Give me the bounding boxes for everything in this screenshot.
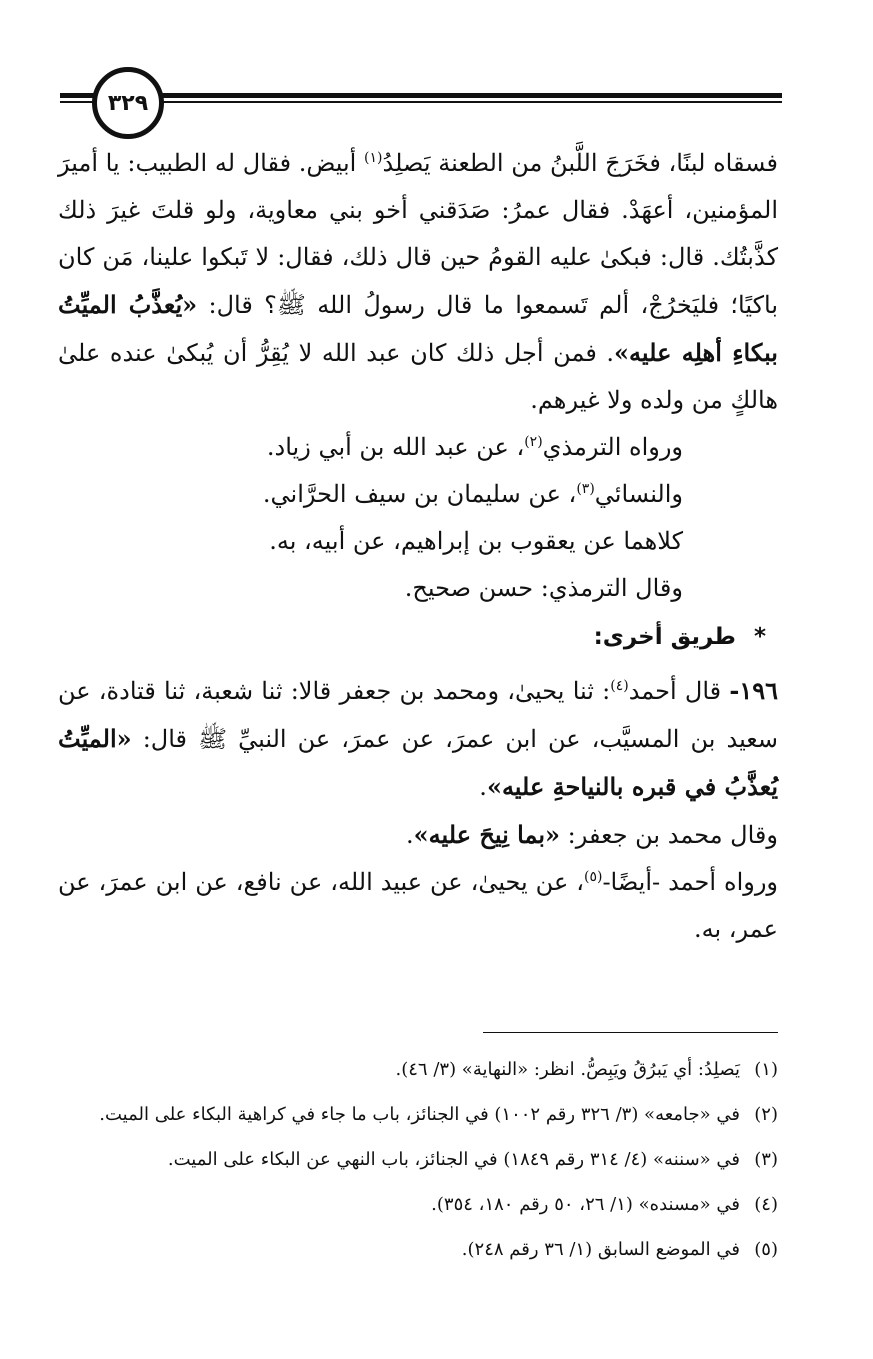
page-number: ٣٢٩	[107, 90, 149, 116]
footnote-ref: (٥)	[583, 869, 603, 885]
text-run: ورواه الترمذي	[542, 433, 683, 461]
text-run: .	[406, 821, 414, 849]
text-run: فسقاه لبنًا، فخَرَجَ اللَّبنُ من الطعنة يَصلِدُ	[382, 149, 778, 177]
footnote	[58, 1137, 778, 1182]
footnote-number: (٣)	[754, 1149, 778, 1170]
hadith-quote: «بما نِيحَ عليه»	[413, 820, 561, 849]
line-ahmad	[58, 859, 778, 953]
footnote	[58, 1182, 778, 1227]
line-nasai	[58, 471, 683, 518]
section-heading	[58, 614, 778, 661]
text-run: وقال محمد بن جعفر:	[560, 821, 778, 849]
star-icon: *	[753, 624, 766, 650]
text-run: . فمن أجل ذلك كان عبد الله لا يُقِرُّ أن يُبكىٰ عنده علىٰ هالكٍ من ولده ولا غيرهم.	[58, 339, 778, 414]
footnote	[58, 1092, 778, 1137]
footnotes	[58, 1047, 778, 1272]
text-run: .	[479, 773, 487, 801]
line-both: كلاهما عن يعقوب بن إبراهيم، عن أبيه، به.	[269, 527, 683, 555]
line-muhammad	[58, 811, 778, 859]
text-run: : ثنا يحيىٰ، ومحمد بن جعفر قالا: ثنا شعبة، ثنا قتادة، عن سعيد بن المسيَّب، عن ابن عمرَ، عن عمرَ، عن النبيِّ ﷺ قال:	[58, 677, 778, 753]
hadith-quote: «يُعذَّبُ الميِّتُ ببكاءِ أهلِه عليه»	[58, 290, 778, 367]
line-tirmidhi-grade: وقال الترمذي: حسن صحيح.	[404, 574, 683, 602]
paragraph-narration	[58, 140, 778, 424]
footnote-ref: (٣)	[576, 481, 595, 497]
header-rule-thin	[60, 101, 782, 103]
hadith-number: ١٩٦-	[729, 676, 778, 705]
main-text	[58, 140, 778, 953]
text-run: قال أحمد	[628, 677, 730, 705]
footnote-text: في «سننه» (٤/ ٣١٤ رقم ١٨٤٩) في الجنائز، باب النهي عن البكاء على الميت.	[167, 1149, 740, 1170]
footnote-text: يَصلِدُ: أي يَبرُقُ ويَبِصُّ. انظر: «النهاية» (٣/ ٤٦).	[395, 1059, 740, 1080]
header-rule	[60, 93, 782, 98]
footnote-text: في «جامعه» (٣/ ٣٢٦ رقم ١٠٠٢) في الجنائز، باب ما جاء في كراهية البكاء على الميت.	[99, 1104, 740, 1125]
text-run: ورواه أحمد -أيضًا-	[602, 868, 779, 896]
text-run: ، عن سليمان بن سيف الحرَّاني.	[262, 480, 577, 508]
hadith-quote: «الميِّتُ يُعذَّبُ في قبره بالنياحةِ عليه»	[58, 724, 778, 801]
footnote-ref: (٢)	[524, 434, 543, 450]
footnote-number: (٢)	[754, 1104, 778, 1125]
narrators-block	[58, 424, 778, 612]
footnote-ref: (٤)	[610, 678, 629, 694]
footnote-number: (٤)	[754, 1194, 778, 1215]
text-run: أبيض. فقال له الطبيب: يا أميرَ المؤمنين، أعهَدْ. فقال عمرُ: صَدَقني أخو بني معاوية، ولو قلتَ غيرَ ذلك كذَّبتُك. قال: فبكىٰ عليه القومُ حين قال ذلك، فقال: لا تَبكوا علينا، مَن كان باكيًا؛ فليَخرُجْ، ألم تَسمعوا ما قال رسولُ الله ﷺ؟ قال:	[58, 149, 779, 319]
footnote-number: (١)	[754, 1059, 778, 1080]
heading-text: طريق أخرى:	[593, 624, 736, 650]
hadith-196	[58, 667, 778, 811]
text-run: ، عن عبد الله بن أبي زياد.	[266, 433, 525, 461]
page-number-badge	[92, 67, 164, 139]
footnote-ref: (١)	[364, 150, 383, 166]
text-run: والنسائي	[594, 480, 683, 508]
text-run: ، عن يحيىٰ، عن عبيد الله، عن نافع، عن ابن عمرَ، عن عمر، به.	[58, 868, 778, 943]
footnote	[58, 1047, 778, 1092]
footnote	[58, 1227, 778, 1272]
footnote-number: (٥)	[754, 1239, 778, 1260]
line-tirmidhi	[58, 424, 683, 471]
footnote-text: في الموضع السابق (١/ ٣٦ رقم ٢٤٨).	[461, 1239, 740, 1260]
footnote-text: في «مسنده» (١/ ٢٦، ٥٠ رقم ١٨٠، ٣٥٤).	[431, 1194, 740, 1215]
footnote-separator	[483, 1032, 778, 1033]
